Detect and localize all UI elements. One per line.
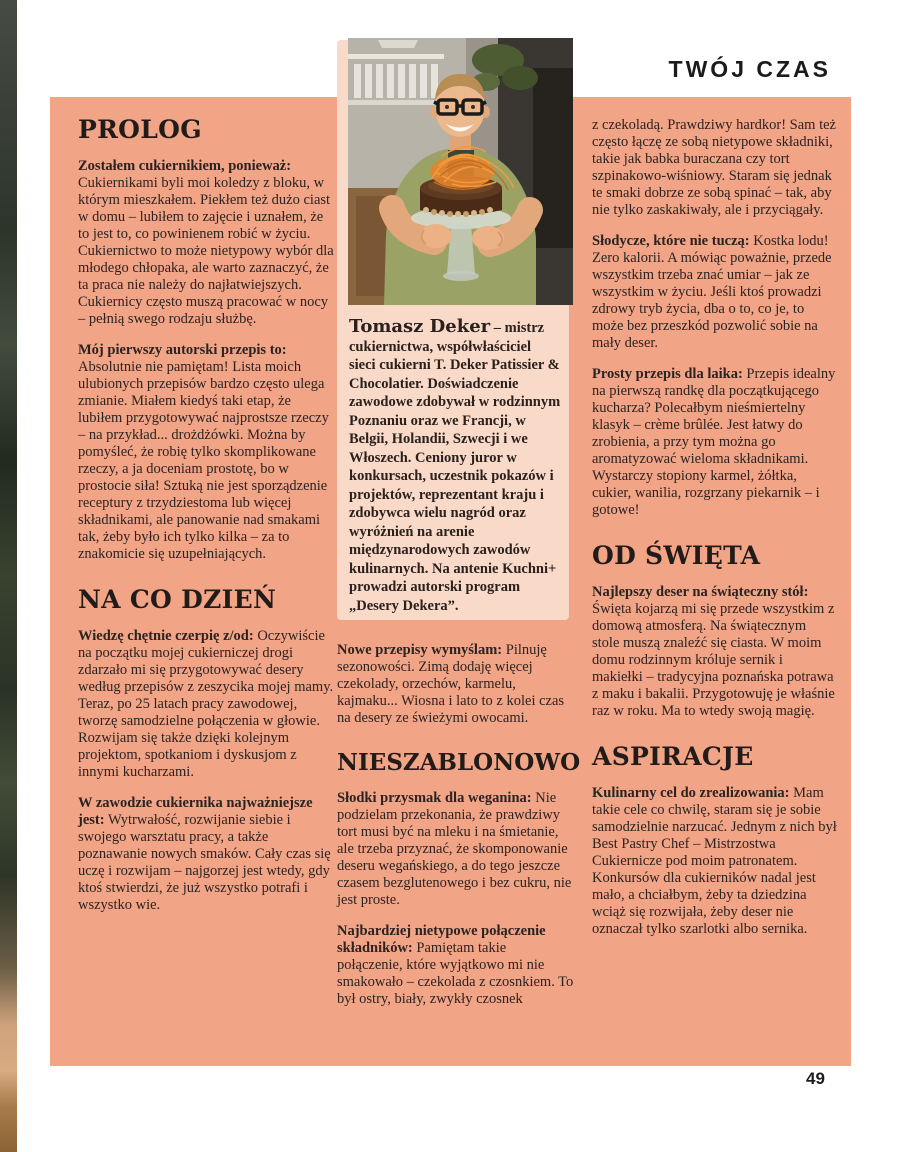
photo-caption — [349, 318, 561, 613]
adjacent-page-photo-strip — [0, 0, 17, 1152]
section-heading-aspiracje: ASPIRACJE — [592, 742, 754, 771]
para-knowledge-sources: Wiedzę chętnie czerpię z/od: Oczywiście na początku mojej cukierniczej drogi zdarzało mi się przygotowywać desery według przepisów z zeszycika mojej mamy. Teraz, po 25 latach pracy zawodowej, tworzę samodzielne połączenia w głowie. Rozwijam się także dzięki kolejnym projektom, spotkaniom i dyskusjom z innymi kucharzami. — [78, 628, 334, 780]
column-right — [592, 117, 837, 952]
para-culinary-goal: Kulinarny cel do zrealizowania: Mam takie cele co chwilę, staram się je sobie samodzielnie narzucać. Jednym z nich był Best Pastry Chef – Mistrzostwa Cukiernicze pod moim patronatem. Konkursów dla cukierników nadal jest mało, a chciałbym, żeby ta dziedzina wciąż się rozwijała, żeby deser nie oznaczał tylko szarlotki albo sernika. — [592, 785, 837, 937]
para-new-recipes: Nowe przepisy wymyślam: Pilnuję sezonowości. Zimą dodaję więcej czekolady, orzechów, karmelu, kajmaku... Wiosna i lato to z kolei czas na desery ze świeżymi owocami. — [337, 642, 565, 726]
chef-photo-illustration — [348, 38, 573, 305]
chef-bio: – mistrz cukiernictwa, współwłaściciel sieci cukierni T. Deker Patissier & Chocolatier. Doświadczenie zawodowe zdobywał w rodzinnym Poznaniu oraz we Francji, w Belgii, Holandii, Szwecji i we Włoszech. Ceniony juror w konkursach, uczestnik pokazów i projektów, reprezentant kraju i zdobywca wielu nagród oraz wyróżnień na arenie międzynarodowych zawodów kulinarnych. Na antenie Kuchni+ prowadzi autorski program „Desery Dekera”. — [349, 320, 561, 613]
chef-photo — [348, 38, 573, 305]
para-unusual-combo-continued: z czekoladą. Prawdziwy hardkor! Sam też często łączę ze sobą nietypowe składniki, takie jak babka buraczana czy tort szpinakowo-wiśniowy. Staram się jednak te smaki dobrze ze sobą spinać – tak, aby nie tylko zaskakiwały, ale i przyciągały. — [592, 117, 836, 218]
section-heading-na-co-dzien: NA CO DZIEŃ — [78, 585, 277, 614]
para-unusual-combo: Najbardziej nietypowe połączenie składników: Pamiętam takie połączenie, które wyjątkowo mi nie smakowało – czekolada z czosnkiem. To był ostry, biały, zwykły czosnek — [337, 923, 574, 1007]
magazine-section-title: TWÓJ CZAS — [668, 56, 831, 82]
para-non-fattening-sweets: Słodycze, które nie tuczą: Kostka lodu! Zero kalorii. A mówiąc poważnie, przede wszystkim trzeba znać umiar – jak ze wszystkim w życiu. Jeśli ktoś prowadzi zdrowy tryb życia, dba o to, co je, to może bez przeszkód pozwolić sobie na mały deser. — [592, 233, 832, 351]
section-heading-od-swieta: OD ŚWIĘTA — [592, 541, 761, 570]
section-heading-prolog: PROLOG — [78, 115, 202, 144]
column-middle — [337, 642, 581, 1022]
section-heading-nieszablonowo: NIESZABLONOWO — [337, 749, 581, 776]
column-left — [78, 115, 334, 928]
para-vegan-treat: Słodki przysmak dla weganina: Nie podzielam przekonania, że prawdziwy tort musi być na mleku i na śmietanie, ale trzeba przyznać, że skomponowanie deseru wegańskiego, a do tego jeszcze czasem bezglutenowego i bez cukru, nie jest proste. — [337, 790, 572, 908]
para-most-important: W zawodzie cukiernika najważniejsze jest: Wytrwałość, rozwijanie siebie i swojego warsztatu pracy, a także poznawanie nowych smaków. Cały czas się uczę i rozwijam – najgorzej jest wtedy, gdy ktoś stwierdzi, że już wszystko potrafi i wszystko wie. — [78, 795, 331, 913]
para-became-pastry-chef: Zostałem cukiernikiem, ponieważ: Cukiernikami byli moi koledzy z bloku, w którym mieszkałem. Piekłem też dużo ciast w domu – lubiłem to zajęcie i uznałem, że to jest to, co powinienem robić w życiu. Cukiernictwo to może nietypowy wybór dla młodego chłopaka, ale warto zaznaczyć, że ta praca nie należy do najłatwiejszych. Cukiernicy często muszą pracować w nocy – pełnią swego rodzaju służbę. — [78, 158, 334, 327]
chef-name: Tomasz Deker — [349, 318, 491, 337]
para-simple-recipe: Prosty przepis dla laika: Przepis idealny na pierwszą randkę dla początkującego kucharza? Polecałbym nieśmiertelny klasyk – crème brûlée. Jest łatwy do zrobienia, a przy tym można go aromatyzować wieloma składnikami. Wystarczy stopiony karmel, żółtka, cukier, wanilia, rozgrzany piekarnik – i gotowe! — [592, 366, 836, 518]
page-number: 49 — [806, 1069, 825, 1088]
para-holiday-dessert: Najlepszy deser na świąteczny stół: Święta kojarzą mi się przede wszystkim z domową atmosferą. Na świątecznym stole muszą znaleźć się ciasta. W moim domu rodzinnym króluje sernik i makiełki – tradycyjna poznańska potrawa z maku i bakalii. Przygotowuję je właśnie raz w roku. Ma to wtedy swoją magię. — [592, 584, 835, 719]
para-first-recipe: Mój pierwszy autorski przepis to: Absolutnie nie pamiętam! Lista moich ulubionych przepisów bardzo często ulega zmianie. Miałem kiedyś taki etap, że lubiłem przygotowywać najprostsze rzeczy – na przykład... drożdżówki. Można by pomyśleć, że robię tylko skomplikowane rzeczy, a ja doceniam prostotę, bo w prostocie siła! Sztuką nie jest sporządzenie receptury z trzydziestoma lub więcej składnikami, ale panowanie nad smakami tak, żeby było ich tylko kilka – za to znakomicie się uzupełniających. — [78, 342, 329, 562]
